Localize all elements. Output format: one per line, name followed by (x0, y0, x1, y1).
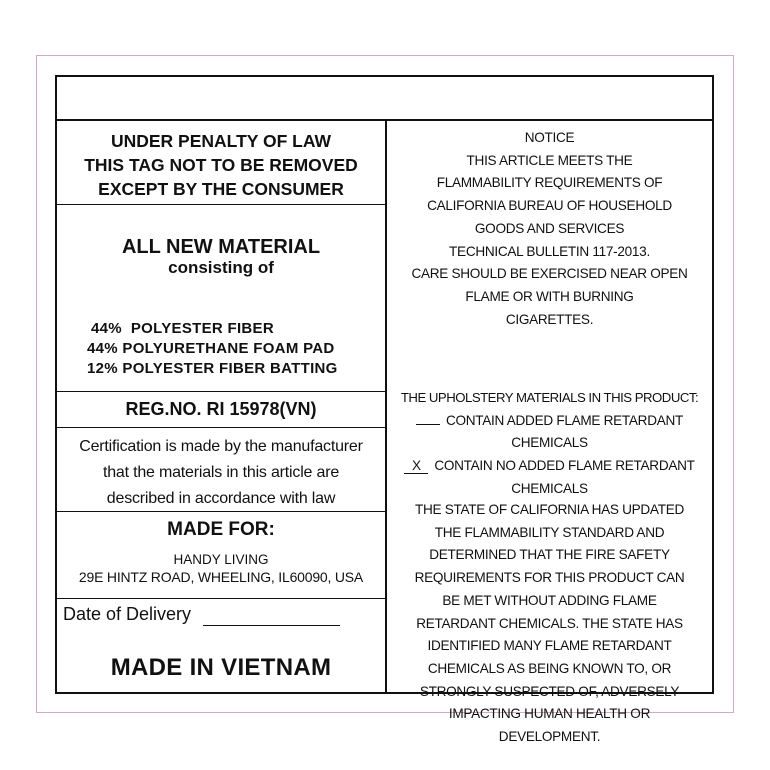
notice-line: FLAMMABILITY REQUIREMENTS OF (436, 175, 663, 191)
state-notice-line: STRONGLY SUSPECTED OF, ADVERSELY (419, 683, 680, 699)
right-column (387, 119, 712, 745)
composition-item: 44% POLYESTER FIBER (91, 320, 274, 337)
top-band (57, 77, 712, 121)
notice-line: CIGARETTES. (505, 311, 594, 327)
upholstery-intro: THE UPHOLSTERY MATERIALS IN THIS PRODUCT: (400, 390, 699, 405)
state-notice-line: CHEMICALS AS BEING KNOWN TO, OR (427, 660, 672, 676)
notice-line: FLAME OR WITH BURNING (465, 288, 634, 304)
notice-line: TECHNICAL BULLETIN 117-2013. (449, 243, 650, 259)
country-of-origin: MADE IN VIETNAM (110, 654, 332, 681)
certification-line: that the materials in this article are (102, 464, 340, 481)
certification-section (57, 428, 385, 512)
made-for-heading: MADE FOR: (167, 519, 275, 540)
penalty-section (57, 119, 385, 205)
option-no-added-label-cont: CHEMICALS (511, 480, 588, 496)
notice-line: CARE SHOULD BE EXERCISED NEAR OPEN (411, 266, 688, 282)
composition-list (87, 319, 338, 379)
registration-number: REG.NO. RI 15978(VN) (57, 392, 385, 428)
option-no-added-label: CONTAIN NO ADDED FLAME RETARDANT (434, 458, 695, 474)
delivery-date-label: Date of Delivery (63, 604, 192, 624)
state-notice-line: IDENTIFIED MANY FLAME RETARDANT (427, 638, 672, 654)
material-subheading: consisting of (168, 258, 274, 277)
notice-section (387, 127, 712, 331)
composition-item: 44% POLYURETHANE FOAM PAD (87, 340, 335, 357)
notice-line: GOODS AND SERVICES (474, 220, 625, 236)
penalty-line: UNDER PENALTY OF LAW (110, 131, 332, 151)
option-no-added-mark: X (404, 458, 428, 474)
state-notice-line: RETARDANT CHEMICALS. THE STATE HAS (416, 615, 683, 631)
penalty-line: EXCEPT BY THE CONSUMER (98, 179, 344, 199)
notice-title: NOTICE (524, 130, 575, 145)
state-notice-line: THE STATE OF CALIFORNIA HAS UPDATED (415, 502, 684, 517)
made-for-section (57, 512, 385, 599)
state-notice-section (387, 499, 712, 749)
material-section (57, 205, 385, 392)
state-notice-line: DETERMINED THAT THE FIRE SAFETY (429, 547, 670, 563)
certification-line: Certification is made by the manufacturer (79, 438, 363, 455)
penalty-line: THIS TAG NOT TO BE REMOVED (84, 155, 358, 175)
composition-item: 12% POLYESTER FIBER BATTING (87, 360, 338, 377)
state-notice-line: IMPACTING HUMAN HEALTH OR (448, 706, 651, 722)
option-added-mark (416, 411, 440, 425)
state-notice-line: BE MET WITHOUT ADDING FLAME (442, 592, 657, 608)
delivery-section (57, 599, 385, 692)
law-label (55, 75, 714, 745)
option-no-added-retardant (387, 455, 712, 478)
notice-line: CALIFORNIA BUREAU OF HOUSEHOLD (427, 198, 672, 214)
upholstery-section (387, 387, 712, 501)
state-notice-line: THE FLAMMABILITY STANDARD AND (434, 524, 665, 540)
state-notice-line: REQUIREMENTS FOR THIS PRODUCT CAN (414, 570, 685, 586)
option-added-retardant (387, 410, 712, 433)
left-column (57, 119, 387, 692)
notice-line: THIS ARTICLE MEETS THE (466, 152, 633, 168)
company-name: HANDY LIVING (173, 552, 269, 567)
state-notice-line: DEVELOPMENT. (498, 729, 601, 745)
delivery-date-blank (203, 625, 340, 626)
option-added-label-cont: CHEMICALS (511, 435, 588, 451)
material-heading: ALL NEW MATERIAL (121, 236, 321, 258)
certification-line: described in accordance with law (106, 490, 336, 507)
option-added-label: CONTAIN ADDED FLAME RETARDANT (445, 412, 683, 428)
company-address: 29E HINTZ ROAD, WHEELING, IL60090, USA (78, 569, 364, 585)
